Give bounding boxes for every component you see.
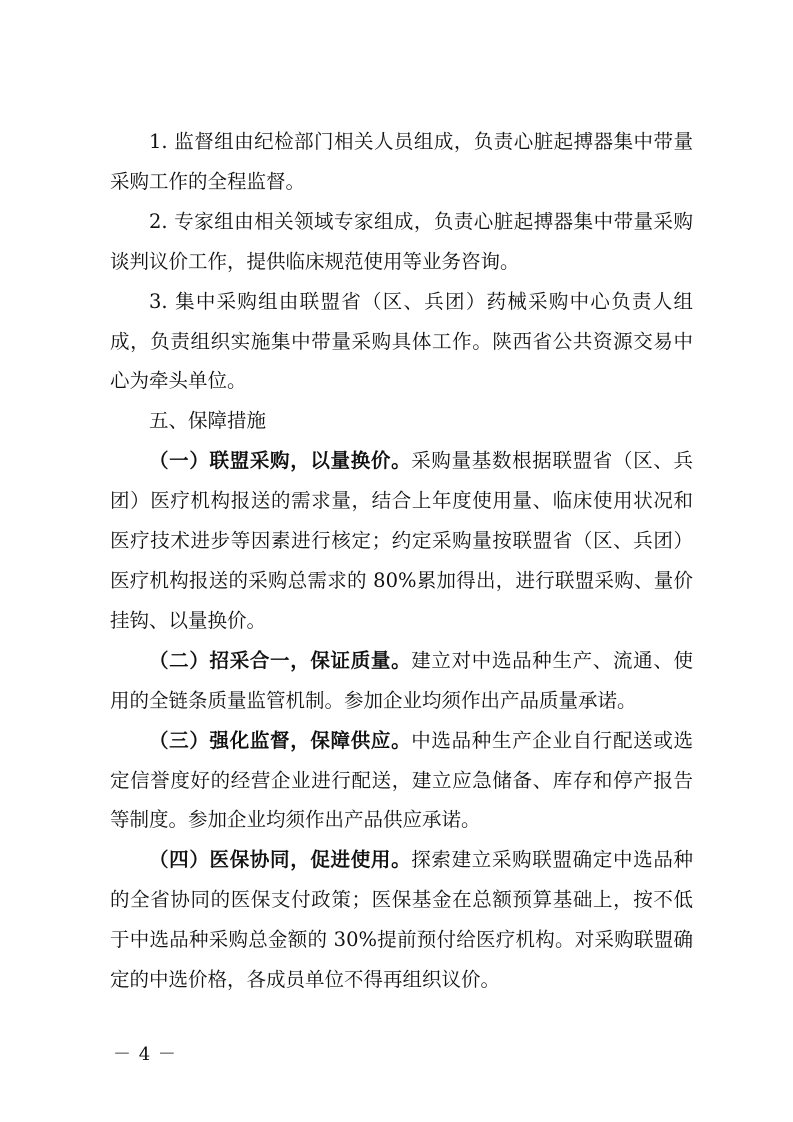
page-number: － 4 － bbox=[113, 1044, 177, 1065]
paragraph-supervision-group: 1. 监督组由纪检部门相关人员组成，负责心脏起搏器集中带量采购工作的全程监督。 bbox=[110, 130, 693, 193]
measure-title: （一）联盟采购，以量换价。 bbox=[149, 449, 412, 473]
document-body bbox=[110, 122, 693, 1000]
paragraph-procurement-group: 3. 集中采购组由联盟省（区、兵团）药械采购中心负责人组成，负责组织实施集中带量采购具体工作。陕西省公共资源交易中心为牵头单位。 bbox=[110, 289, 693, 393]
measure-paragraph bbox=[110, 840, 693, 1000]
measure-text: 中选品种生产企业自行配送或选定信誉度好的经营企业进行配送，建立应急储备、库存和停产报告等制度。参加企业均须作出产品供应承诺。 bbox=[110, 728, 693, 832]
measure-text: 采购量基数根据联盟省（区、兵团）医疗机构报送的需求量，结合上年度使用量、临床使用状况和医疗技术进步等因素进行核定；约定采购量按联盟省（区、兵团）医疗机构报送的采购总需求的 80%累加得出，进行联盟采购、量价挂钩、以量换价。 bbox=[110, 449, 693, 632]
measure-title: （三）强化监督，保障供应。 bbox=[149, 728, 412, 752]
measure-title: （二）招采合一，保证质量。 bbox=[149, 648, 412, 672]
measure-title: （四）医保协同，促进使用。 bbox=[149, 848, 412, 872]
section-heading: 五、保障措施 bbox=[149, 409, 267, 433]
measure-text: 建立对中选品种生产、流通、使用的全链条质量监管机制。参加企业均须作出产品质量承诺。 bbox=[110, 648, 693, 712]
measure-paragraph bbox=[110, 441, 693, 641]
paragraph-expert-group: 2. 专家组由相关领域专家组成，负责心脏起搏器集中带量采购谈判议价工作，提供临床规范使用等业务咨询。 bbox=[110, 209, 693, 273]
measure-text: 探索建立采购联盟确定中选品种的全省协同的医保支付政策；医保基金在总额预算基础上，按不低于中选品种采购总金额的 30%提前预付给医疗机构。对采购联盟确定的中选价格，各成员单位不得再组织议价。 bbox=[110, 848, 693, 992]
measure-paragraph bbox=[110, 721, 693, 841]
measure-paragraph bbox=[110, 641, 693, 721]
